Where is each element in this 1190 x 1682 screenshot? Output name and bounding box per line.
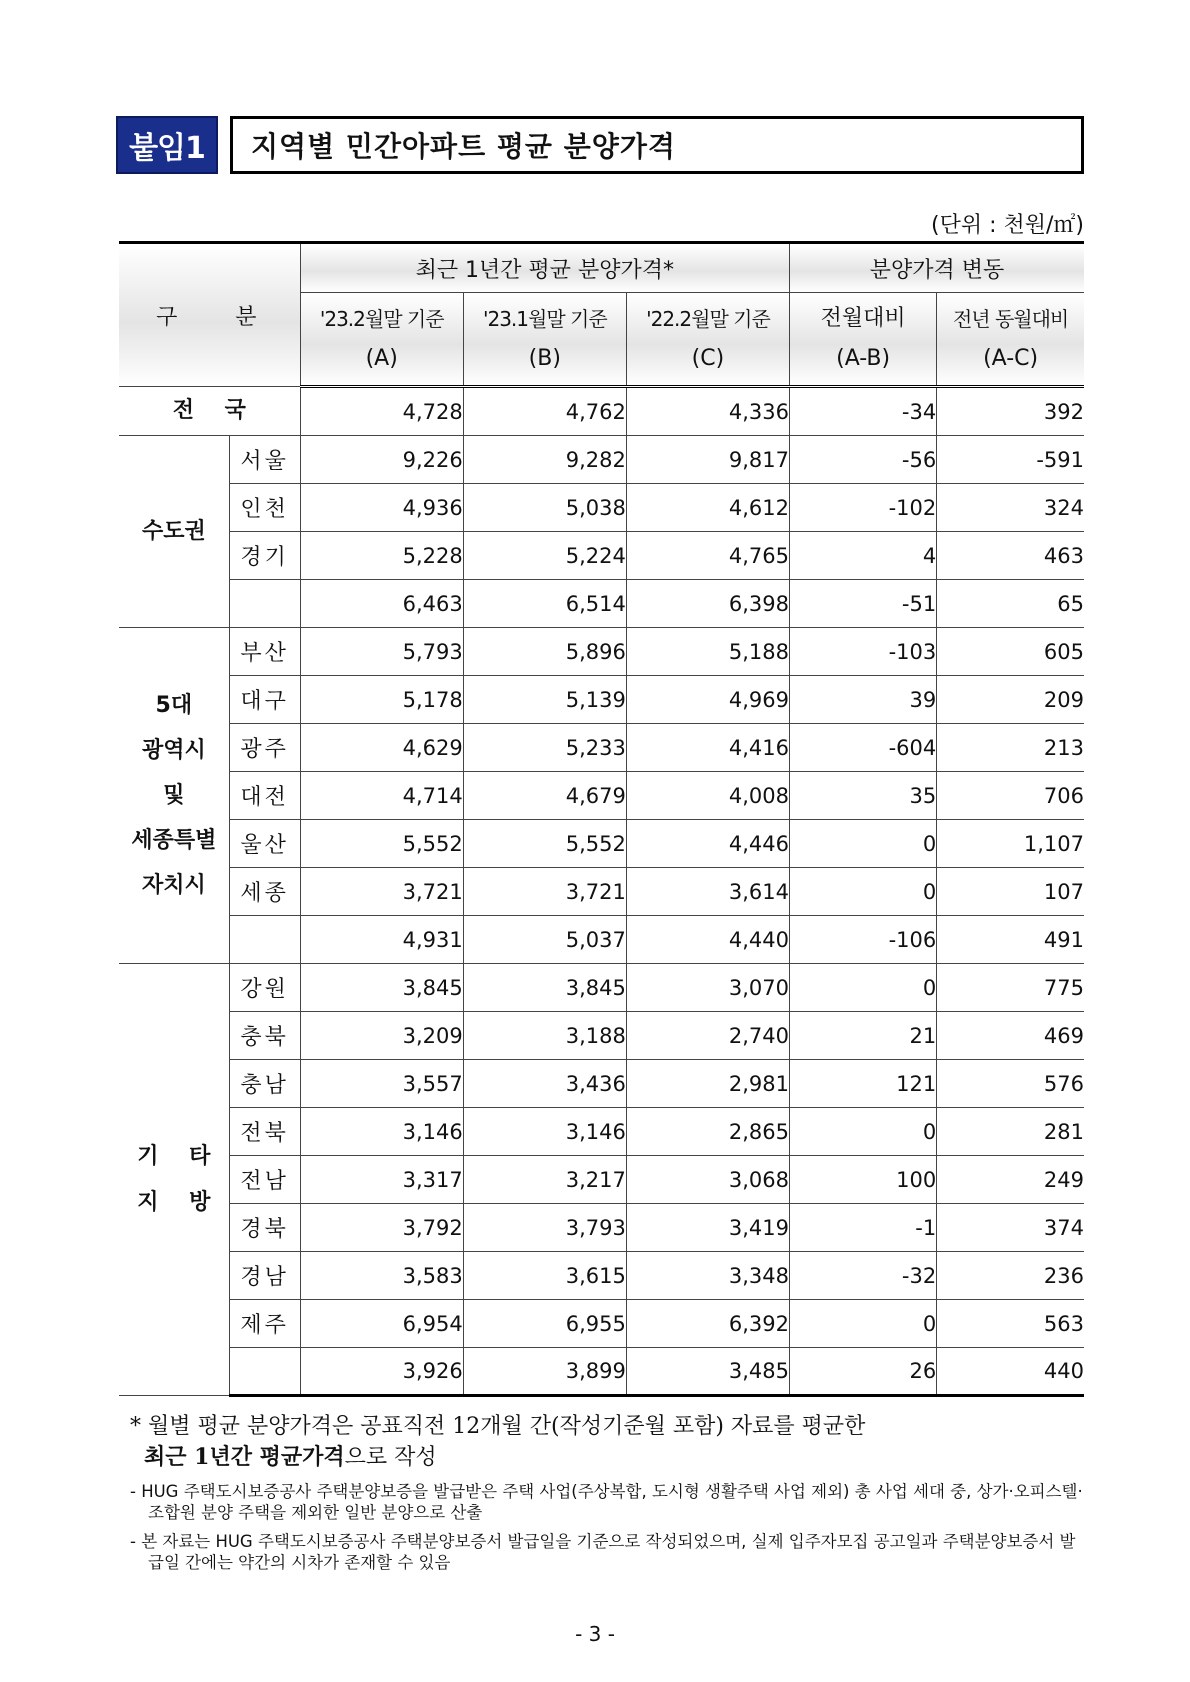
- cell-e: 563: [937, 1300, 1084, 1348]
- cell-e: 1,107: [937, 820, 1084, 868]
- cell-b: 6,514: [463, 580, 626, 628]
- subtotal-blank: [229, 1348, 300, 1396]
- cell-d: -103: [790, 628, 937, 676]
- cell-b: 3,721: [463, 868, 626, 916]
- cell-e: 440: [937, 1348, 1084, 1396]
- page-number: - 3 -: [575, 1622, 615, 1646]
- page-title: 지역별 민간아파트 평균 분양가격: [230, 116, 1084, 174]
- cell-c: 4,612: [626, 484, 789, 532]
- cell-b: 3,615: [463, 1252, 626, 1300]
- region-name: 대구: [229, 676, 300, 724]
- cell-b: 5,233: [463, 724, 626, 772]
- cell-d: -604: [790, 724, 937, 772]
- cell-d: 35: [790, 772, 937, 820]
- subtotal-blank: [229, 580, 300, 628]
- cell-d: -1: [790, 1204, 937, 1252]
- cell-e: 374: [937, 1204, 1084, 1252]
- cell-d: -102: [790, 484, 937, 532]
- cell-d: 21: [790, 1012, 937, 1060]
- cell-e: 463: [937, 532, 1084, 580]
- cell-c: 6,392: [626, 1300, 789, 1348]
- cell-b: 4,762: [463, 387, 626, 436]
- region-name: 부산: [229, 628, 300, 676]
- footnotes: [130, 1412, 1090, 1573]
- cell-c: 6,398: [626, 580, 789, 628]
- cell-b: 3,436: [463, 1060, 626, 1108]
- cell-b: 5,038: [463, 484, 626, 532]
- table-row: [119, 1012, 1084, 1060]
- cell-a: 3,792: [300, 1204, 463, 1252]
- subtotal-row: [119, 580, 1084, 628]
- cell-d: 0: [790, 868, 937, 916]
- cell-b: 3,899: [463, 1348, 626, 1396]
- cell-c: 3,485: [626, 1348, 789, 1396]
- cell-a: 3,209: [300, 1012, 463, 1060]
- cell-b: 3,188: [463, 1012, 626, 1060]
- cell-a: 4,931: [300, 916, 463, 964]
- cell-d: 39: [790, 676, 937, 724]
- region-name: 대전: [229, 772, 300, 820]
- subtotal-row: [119, 916, 1084, 964]
- cell-a: 3,146: [300, 1108, 463, 1156]
- table-row: [119, 1060, 1084, 1108]
- group-label-metro: 5대 광역시 및 세종특별 자치시: [119, 628, 229, 964]
- cell-e: 209: [937, 676, 1084, 724]
- region-name: 경기: [229, 532, 300, 580]
- attachment-badge: 붙임1: [116, 116, 218, 174]
- cell-d: 26: [790, 1348, 937, 1396]
- cell-c: 2,981: [626, 1060, 789, 1108]
- cell-e: 576: [937, 1060, 1084, 1108]
- table-row: [119, 628, 1084, 676]
- cell-a: 4,728: [300, 387, 463, 436]
- cell-d: -106: [790, 916, 937, 964]
- cell-a: 6,954: [300, 1300, 463, 1348]
- header-col-c: '22.2월말 기준 (C): [626, 293, 789, 387]
- cell-c: 3,070: [626, 964, 789, 1012]
- cell-e: 107: [937, 868, 1084, 916]
- table-row: [119, 387, 1084, 436]
- cell-b: 5,552: [463, 820, 626, 868]
- cell-b: 3,146: [463, 1108, 626, 1156]
- region-name: 경남: [229, 1252, 300, 1300]
- footnote-dash-2: - 본 자료는 HUG 주택도시보증공사 주택분양보증서 발급일을 기준으로 작성되었으며, 실제 입주자모집 공고일과 주택분양보증서 발급일 간에는 약간의 시차가 존재할 수 있음: [130, 1532, 1076, 1572]
- region-name: 광주: [229, 724, 300, 772]
- cell-b: 5,896: [463, 628, 626, 676]
- cell-a: 4,936: [300, 484, 463, 532]
- cell-e: -591: [937, 436, 1084, 484]
- subtotal-blank: [229, 916, 300, 964]
- header-category: 구 분: [119, 243, 300, 387]
- header-avg-group: 최근 1년간 평균 분양가격*: [300, 243, 789, 293]
- cell-e: 491: [937, 916, 1084, 964]
- cell-b: 6,955: [463, 1300, 626, 1348]
- header-col-a: '23.2월말 기준 (A): [300, 293, 463, 387]
- group-label-other: 기 타 지 방: [119, 964, 229, 1396]
- title-row: [116, 116, 1084, 176]
- cell-d: 0: [790, 1108, 937, 1156]
- cell-a: 3,317: [300, 1156, 463, 1204]
- table-row: [119, 772, 1084, 820]
- cell-a: 3,845: [300, 964, 463, 1012]
- cell-c: 3,068: [626, 1156, 789, 1204]
- cell-b: 3,845: [463, 964, 626, 1012]
- table-row: [119, 484, 1084, 532]
- cell-d: 0: [790, 964, 937, 1012]
- table-row: [119, 1252, 1084, 1300]
- cell-c: 4,446: [626, 820, 789, 868]
- cell-c: 3,419: [626, 1204, 789, 1252]
- region-name: 서울: [229, 436, 300, 484]
- cell-a: 3,926: [300, 1348, 463, 1396]
- cell-e: 65: [937, 580, 1084, 628]
- cell-b: 4,679: [463, 772, 626, 820]
- header-col-d: 전월대비 (A-B): [790, 293, 937, 387]
- group-label-capital: 수도권: [119, 436, 229, 628]
- region-name: 충남: [229, 1060, 300, 1108]
- footnote-dash-1: - HUG 주택도시보증공사 주택분양보증을 발급받은 주택 사업(주상복합, 도시형 생활주택 사업 제외) 총 사업 세대 중, 상가·오피스텔·조합원 분양 주택을 제외한 일반 분양으로 산출: [130, 1482, 1083, 1522]
- cell-a: 5,793: [300, 628, 463, 676]
- header-col-e: 전년 동월대비 (A-C): [937, 293, 1084, 387]
- cell-d: 0: [790, 820, 937, 868]
- table-row: [119, 1156, 1084, 1204]
- cell-b: 5,139: [463, 676, 626, 724]
- cell-e: 324: [937, 484, 1084, 532]
- cell-b: 5,037: [463, 916, 626, 964]
- cell-e: 392: [937, 387, 1084, 436]
- table-row: [119, 676, 1084, 724]
- cell-a: 3,557: [300, 1060, 463, 1108]
- cell-a: 5,552: [300, 820, 463, 868]
- cell-c: 3,348: [626, 1252, 789, 1300]
- cell-a: 4,714: [300, 772, 463, 820]
- cell-e: 281: [937, 1108, 1084, 1156]
- cell-d: 0: [790, 1300, 937, 1348]
- cell-c: 9,817: [626, 436, 789, 484]
- region-name: 강원: [229, 964, 300, 1012]
- cell-d: 121: [790, 1060, 937, 1108]
- subtotal-row: [119, 1348, 1084, 1396]
- cell-d: -56: [790, 436, 937, 484]
- footnote-star: * 월별 평균 분양가격은 공표직전 12개월 간(작성기준월 포함) 자료를 평균한 최근 1년간 평균가격으로 작성: [130, 1414, 866, 1470]
- cell-b: 3,217: [463, 1156, 626, 1204]
- cell-b: 9,282: [463, 436, 626, 484]
- cell-e: 775: [937, 964, 1084, 1012]
- cell-c: 4,765: [626, 532, 789, 580]
- cell-d: -34: [790, 387, 937, 436]
- cell-b: 5,224: [463, 532, 626, 580]
- price-table: [119, 241, 1084, 1397]
- national-label: 전 국: [119, 387, 300, 436]
- table-row: [119, 724, 1084, 772]
- table-row: [119, 820, 1084, 868]
- cell-c: 5,188: [626, 628, 789, 676]
- cell-c: 4,969: [626, 676, 789, 724]
- cell-d: 4: [790, 532, 937, 580]
- cell-c: 4,336: [626, 387, 789, 436]
- cell-e: 236: [937, 1252, 1084, 1300]
- cell-a: 4,629: [300, 724, 463, 772]
- cell-b: 3,793: [463, 1204, 626, 1252]
- table-row: [119, 532, 1084, 580]
- region-name: 경북: [229, 1204, 300, 1252]
- cell-c: 2,740: [626, 1012, 789, 1060]
- region-name: 울산: [229, 820, 300, 868]
- cell-a: 5,228: [300, 532, 463, 580]
- region-name: 전남: [229, 1156, 300, 1204]
- cell-c: 3,614: [626, 868, 789, 916]
- cell-c: 4,008: [626, 772, 789, 820]
- table-row: [119, 1300, 1084, 1348]
- cell-e: 706: [937, 772, 1084, 820]
- cell-e: 469: [937, 1012, 1084, 1060]
- cell-a: 6,463: [300, 580, 463, 628]
- region-name: 전북: [229, 1108, 300, 1156]
- table-row: [119, 868, 1084, 916]
- cell-a: 3,721: [300, 868, 463, 916]
- cell-c: 2,865: [626, 1108, 789, 1156]
- region-name: 세종: [229, 868, 300, 916]
- cell-a: 9,226: [300, 436, 463, 484]
- table-row: [119, 436, 1084, 484]
- cell-d: 100: [790, 1156, 937, 1204]
- cell-e: 605: [937, 628, 1084, 676]
- region-name: 인천: [229, 484, 300, 532]
- table-row: [119, 1108, 1084, 1156]
- cell-c: 4,416: [626, 724, 789, 772]
- region-name: 충북: [229, 1012, 300, 1060]
- cell-e: 213: [937, 724, 1084, 772]
- cell-d: -51: [790, 580, 937, 628]
- table-row: [119, 1204, 1084, 1252]
- region-name: 제주: [229, 1300, 300, 1348]
- cell-d: -32: [790, 1252, 937, 1300]
- header-change-group: 분양가격 변동: [790, 243, 1085, 293]
- cell-e: 249: [937, 1156, 1084, 1204]
- cell-a: 5,178: [300, 676, 463, 724]
- header-col-b: '23.1월말 기준 (B): [463, 293, 626, 387]
- unit-label: (단위 : 천원/㎡): [931, 213, 1084, 238]
- cell-a: 3,583: [300, 1252, 463, 1300]
- cell-c: 4,440: [626, 916, 789, 964]
- table-row: [119, 964, 1084, 1012]
